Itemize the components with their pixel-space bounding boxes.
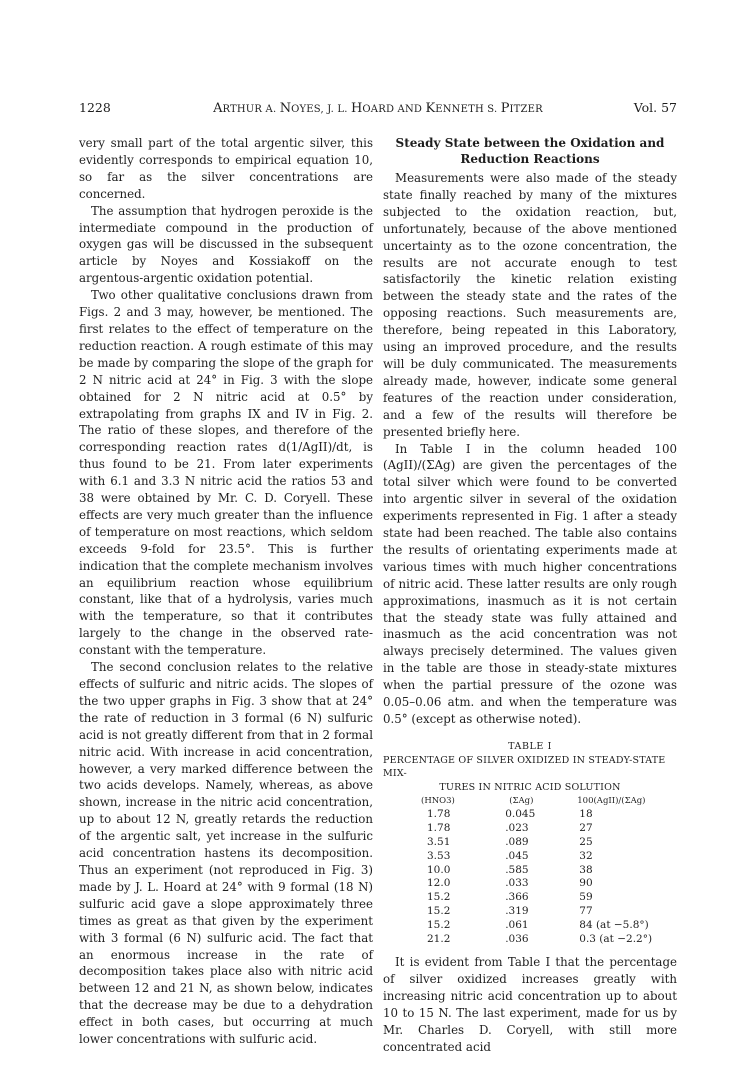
author-initial-h: H	[351, 101, 363, 116]
section-title-line: Reduction Reactions	[460, 152, 600, 166]
table-cell: 12.0	[427, 877, 451, 890]
table-cell: .319	[505, 904, 529, 917]
volume-label: Vol. 57	[633, 100, 677, 115]
table-row	[383, 919, 677, 933]
table-row	[383, 864, 677, 878]
table-body	[383, 808, 677, 946]
paragraph: The second conclusion relates to the relative effects of sulfuric and nitric acids. The slopes of the two upper graphs in Fig. 3 show that at 24° the rate of reduction in 3 formal (6 N) sulfuric acid is not greatly different from that in 2 formal nitric acid. With increase in acid concentration, however, a very marked difference between the two acids develops. Namely, whereas, as above shown, increase in the nitric acid concentration, up to about 12 N, greatly retards the reduction of the argentic salt, yet increase in the sulfuric acid concentration hastens its decomposition. Thus an experiment (not reproduced in Fig. 3) made by J. L. Hoard at 24° with 9 formal (18 N) sulfuric acid gave a slope approximately three times as great as that given by the experiment with 3 formal (6 N) sulfuric acid. The fact that an enormous increase in the rate of decomposition takes place also with nitric acid between 12 and 21 N, as shown below, indicates that the decrease may be due to a dehydration effect in both cases, but occurring at much lower concentrations with sulfuric acid.	[79, 660, 373, 1047]
paragraph: very small part of the total argentic silver, this evidently corresponds to empirical equation 10, so far as the silver concentrations are concerned.	[79, 136, 373, 201]
table-cell: 1.78	[427, 808, 451, 821]
table-cell: 90	[579, 877, 593, 890]
table-row	[383, 877, 677, 891]
table-cell: 38	[579, 863, 593, 876]
table-cell: 3.53	[427, 849, 451, 862]
table-cell: 25	[579, 836, 593, 848]
table-cell: 18	[579, 808, 593, 821]
table-cell: .033	[505, 877, 529, 890]
table-row	[383, 822, 677, 836]
right-column	[383, 135, 677, 1056]
table-cell: 10.0	[427, 863, 451, 876]
table-cell: 59	[579, 891, 593, 904]
table-cell: 15.2	[427, 904, 451, 917]
table-cell: 15.2	[427, 918, 451, 931]
left-column	[79, 135, 373, 1048]
author-initial-a: A	[213, 101, 223, 116]
table-cell: 0.3 (at −2.2°)	[579, 932, 653, 945]
table-cell: .023	[505, 822, 529, 835]
column-header-percent-agii: 100(AgII)/(ΣAg)	[577, 796, 646, 807]
paragraph: In Table I in the column headed 100 (AgII)/(ΣAg) are given the percentages of the total silver which were found to be converted into argentic silver in several of the oxidation experiments represented in Fig. 1 after a steady state had been reached. The table also contains the results of orientating experiments made at various times with much higher concentrations of nitric acid. These latter results are only rough approximations, inasmuch as it is not certain that the steady state was fully attained and inasmuch as the acid concentration was not always precisely determined. The values given in the table are those in steady-state mixtures when the partial pressure of the ozone was 0.05–0.06 atm. and when the temperature was 0.5° (except as otherwise noted).	[383, 441, 677, 726]
author-rest-a: RTHUR A.	[222, 104, 280, 115]
table-row	[383, 891, 677, 905]
paragraph: Two other qualitative conclusions drawn from Figs. 2 and 3 may, however, be mentioned. The first relates to the effect of temperature on the reduction reaction. A rough estimate of this may be made by comparing the slope of the graph for 2 N nitric acid at 24° in Fig. 3 with the slope obtained for 2 N nitric acid at 0.5° by extrapolating from graphs IX and IV in Fig. 2. The ratio of these slopes, and therefore of the corresponding reaction rates d(1/AgII)/dt, is thus found to be 21. From later experiments with 6.1 and 3.3 N nitric acid the ratios 53 and 38 were obtained by Mr. C. D. Coryell. These effects are very much greater than the influence of temperature on most reactions, which seldom exceeds 9-fold for 23.5°. This is further indication that the complete mechanism involves an equilibrium reaction whose equilibrium constant, like that of a hydrolysis, varies much with the temperature, so that it contributes largely to the change in the observed rate-constant with the temperature.	[79, 288, 373, 658]
author-initial-k: K	[425, 101, 436, 116]
running-header	[79, 100, 677, 116]
author-rest-k: ENNETH S.	[435, 104, 501, 115]
table-cell: .061	[505, 918, 529, 931]
table-cell: 77	[579, 904, 593, 917]
table-cell: 32	[579, 849, 593, 862]
author-initial-p: P	[500, 101, 510, 116]
table-cell: .089	[505, 836, 529, 848]
running-head-authors	[79, 100, 677, 118]
table-header-row	[383, 795, 677, 808]
table-cell: .045	[505, 849, 529, 862]
table-cell: 0.045	[505, 808, 536, 821]
table-row	[383, 836, 677, 850]
paragraph: It is evident from Table I that the percentage of silver oxidized increases greatly with increasing nitric acid concentration up to about 10 to 15 N. The last experiment, made for us by Mr. Charles D. Coryell, with still more concentrated acid	[383, 955, 677, 1054]
author-rest-p: ITZER	[509, 104, 543, 115]
paragraph: The assumption that hydrogen peroxide is the intermediate compound in the production of oxygen gas will be discussed in the subsequent article by Noyes and Kossiakoff on the argentous-argentic oxidation potential.	[79, 203, 373, 286]
table-row	[383, 905, 677, 919]
table-cell: 1.78	[427, 822, 451, 835]
table-cell: .036	[505, 932, 529, 945]
author-rest-h: OARD AND	[362, 104, 426, 115]
table-cell: 3.51	[427, 836, 451, 848]
table-cell: 27	[579, 822, 593, 835]
table-cell: 84 (at −5.8°)	[579, 918, 649, 931]
table-caption-line: TURES IN NITRIC ACID SOLUTION	[439, 781, 621, 793]
table-cell: .585	[505, 863, 529, 876]
table-cell: 15.2	[427, 891, 451, 904]
table-caption	[383, 754, 677, 795]
paragraph: Measurements were also made of the steady state finally reached by many of the mixtures subjected to the oxidation reaction, but, unfortunately, because of the above mentioned uncertainty as to the ozone concentration, the results are not accurate enough to test satisfactorily the kinetic relation existing between the steady state and the rates of the opposing reactions. Such measurements are, therefore, being repeated in this Laboratory, using an improved procedure, and the results will be duly communicated. The measurements already made, however, indicate some general features of the reaction under consideration, and a few of the results will therefore be presented briefly here.	[383, 171, 677, 439]
section-title	[383, 135, 677, 167]
table-row	[383, 933, 677, 947]
data-table	[383, 795, 677, 946]
author-rest-n: OYES, J. L.	[291, 104, 352, 115]
table-cell: .366	[505, 891, 529, 904]
author-initial-n: N	[279, 101, 292, 116]
table-caption-line: PERCENTAGE OF SILVER OXIDIZED IN STEADY-STATE MIX-	[383, 754, 666, 780]
column-header-total-ag: (ΣAg)	[509, 796, 534, 807]
column-header-hno3: (HNO3)	[421, 796, 455, 807]
table-row	[383, 850, 677, 864]
table-row	[383, 808, 677, 822]
section-title-line: Steady State between the Oxidation and	[395, 136, 665, 150]
table-label: TABLE I	[508, 740, 552, 752]
page-number: 1228	[79, 100, 111, 115]
table-cell: 21.2	[427, 932, 451, 945]
